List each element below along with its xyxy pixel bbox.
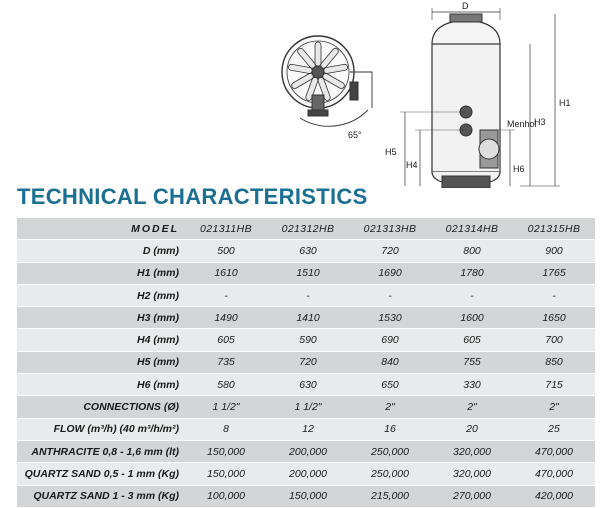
table-cell: 580	[185, 374, 267, 396]
table-cell: 1610	[185, 262, 267, 284]
dim-h6-label: H6	[513, 164, 525, 174]
table-cell: 1600	[431, 307, 513, 329]
row-label: CONNECTIONS (Ø)	[17, 396, 185, 418]
row-label: H3 (mm)	[17, 307, 185, 329]
table-cell: 590	[267, 329, 349, 351]
table-cell: 1690	[349, 262, 431, 284]
table-cell: 200,000	[267, 440, 349, 462]
table-row	[17, 351, 595, 373]
table-cell: 2"	[513, 396, 595, 418]
table-cell: 630	[267, 374, 349, 396]
table-cell: 840	[349, 351, 431, 373]
table-cell: 1780	[431, 262, 513, 284]
model-cell: 021315HB	[513, 218, 595, 240]
row-label: H6 (mm)	[17, 374, 185, 396]
dim-h4-label: H4	[406, 160, 418, 170]
model-cell: 021312HB	[267, 218, 349, 240]
table-cell: 8	[185, 418, 267, 440]
table-cell: 690	[349, 329, 431, 351]
manhole-label: Menhol	[507, 119, 537, 129]
table-cell: 1530	[349, 307, 431, 329]
table-row	[17, 463, 595, 485]
row-label: H4 (mm)	[17, 329, 185, 351]
table-cell: 250,000	[349, 463, 431, 485]
dim-d-label: D	[462, 1, 469, 11]
table-cell: -	[431, 284, 513, 306]
table-row	[17, 307, 595, 329]
table-row	[17, 418, 595, 440]
table-cell: 800	[431, 240, 513, 262]
table-cell: 500	[185, 240, 267, 262]
table-cell: 200,000	[267, 463, 349, 485]
table-cell: -	[349, 284, 431, 306]
table-row	[17, 440, 595, 462]
table-cell: -	[513, 284, 595, 306]
table-cell: 320,000	[431, 463, 513, 485]
table-cell: 1510	[267, 262, 349, 284]
table-cell: 470,000	[513, 440, 595, 462]
spec-table	[17, 218, 595, 508]
table-cell: 1 1/2"	[185, 396, 267, 418]
table-cell: -	[185, 284, 267, 306]
table-row	[17, 485, 595, 507]
table-cell: 1490	[185, 307, 267, 329]
page-title: TECHNICAL CHARACTERISTICS	[17, 184, 368, 209]
row-label: ANTHRACITE 0,8 - 1,6 mm (lt)	[17, 440, 185, 462]
table-cell: 720	[267, 351, 349, 373]
table-row	[17, 396, 595, 418]
table-cell: 150,000	[185, 440, 267, 462]
table-row	[17, 329, 595, 351]
table-cell: 2"	[431, 396, 513, 418]
table-cell: 420,000	[513, 485, 595, 507]
table-cell: 150,000	[185, 463, 267, 485]
table-cell: 330	[431, 374, 513, 396]
table-cell: 1650	[513, 307, 595, 329]
table-header-row	[17, 218, 595, 240]
table-cell: 720	[349, 240, 431, 262]
table-cell: 215,000	[349, 485, 431, 507]
row-label: H2 (mm)	[17, 284, 185, 306]
table-cell: 25	[513, 418, 595, 440]
table-cell: 2"	[349, 396, 431, 418]
header-label: MODEL	[17, 218, 185, 240]
vessel-drawing	[400, 8, 560, 188]
table-cell: 1765	[513, 262, 595, 284]
table-cell: 320,000	[431, 440, 513, 462]
table-cell: 700	[513, 329, 595, 351]
table-cell: 1410	[267, 307, 349, 329]
table-cell: 715	[513, 374, 595, 396]
dim-h5-label: H5	[385, 147, 397, 157]
row-label: H5 (mm)	[17, 351, 185, 373]
row-label: FLOW (m³/h) (40 m³/h/m²)	[17, 418, 185, 440]
table-row	[17, 284, 595, 306]
table-cell: 605	[431, 329, 513, 351]
table-row	[17, 262, 595, 284]
table-cell: -	[267, 284, 349, 306]
table-cell: 270,000	[431, 485, 513, 507]
table-cell: 1 1/2"	[267, 396, 349, 418]
model-cell: 021311HB	[185, 218, 267, 240]
angle-label: 65°	[348, 130, 362, 140]
table-row	[17, 374, 595, 396]
table-cell: 605	[185, 329, 267, 351]
model-cell: 021314HB	[431, 218, 513, 240]
dim-h3-label: H3	[534, 117, 546, 127]
table-cell: 650	[349, 374, 431, 396]
table-cell: 100,000	[185, 485, 267, 507]
table-cell: 250,000	[349, 440, 431, 462]
table-cell: 900	[513, 240, 595, 262]
table-cell: 16	[349, 418, 431, 440]
row-label: QUARTZ SAND 1 - 3 mm (Kg)	[17, 485, 185, 507]
collector-detail	[282, 36, 372, 126]
model-cell: 021313HB	[349, 218, 431, 240]
table-row	[17, 240, 595, 262]
table-cell: 20	[431, 418, 513, 440]
table-cell: 850	[513, 351, 595, 373]
row-label: QUARTZ SAND 0,5 - 1 mm (Kg)	[17, 463, 185, 485]
table-cell: 755	[431, 351, 513, 373]
filter-technical-drawing	[0, 0, 601, 188]
table-cell: 470,000	[513, 463, 595, 485]
table-cell: 630	[267, 240, 349, 262]
table-cell: 735	[185, 351, 267, 373]
table-cell: 150,000	[267, 485, 349, 507]
table-cell: 12	[267, 418, 349, 440]
row-label: D (mm)	[17, 240, 185, 262]
dim-h1-label: H1	[559, 98, 571, 108]
row-label: H1 (mm)	[17, 262, 185, 284]
